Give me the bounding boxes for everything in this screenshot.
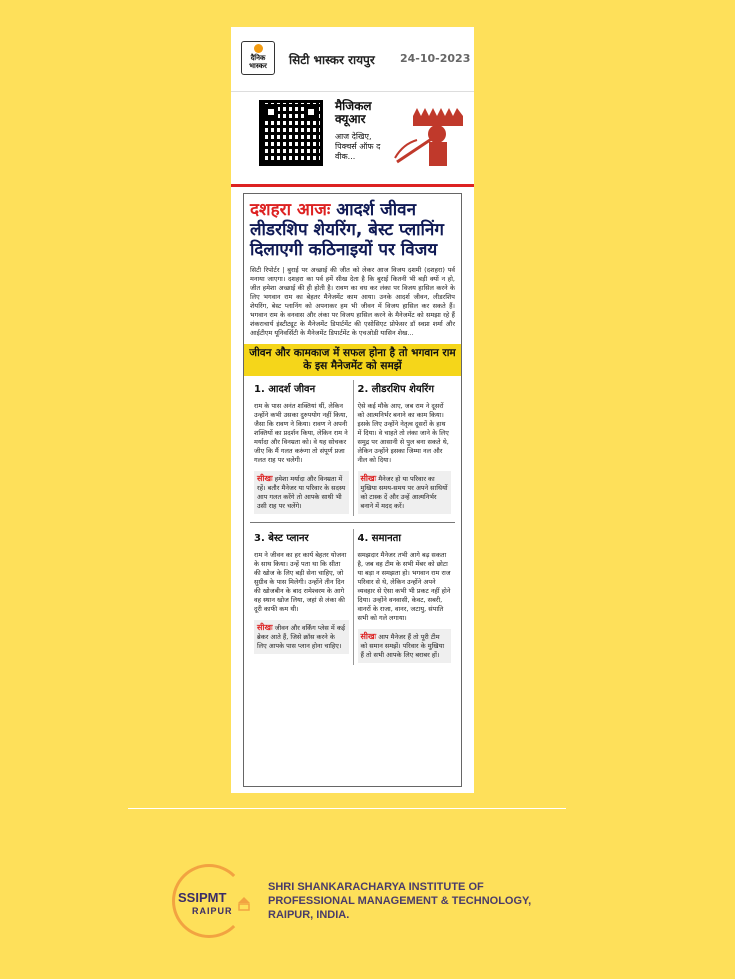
clipping-header [231, 27, 474, 92]
lesson-label: सीखः [360, 474, 377, 483]
publish-date: 24-10-2023 [400, 52, 471, 65]
article [243, 193, 462, 787]
temple-emblem-icon [236, 896, 252, 912]
headline-text: आदर्श जीवन लीडरशिप शेयरिंग, बेस्ट प्लानिंग दिलाएगी कठिनाइयों पर विजय [250, 200, 444, 260]
footer-divider [128, 808, 566, 809]
article-banner: जीवन और कामकाज में सफल होना है तो भगवान राम के इस मैनेजमेंट को समझें [244, 344, 461, 376]
qr-subtitle: आज देखिए, पिक्चर्स ऑफ द वीक... [335, 132, 381, 161]
row-divider [250, 522, 455, 523]
section-lesson [254, 620, 349, 654]
lesson-text: हमेशा मर्यादा और विनम्रता में रहें। बतौर मैनेजर या परिवार के सदस्य आप गलत करेंगे तो आपके साथी भी उसी राह पर चलेंगे। [257, 475, 346, 510]
section-lesson [358, 629, 452, 663]
dainik-bhaskar-logo: दैनिक भास्कर [241, 41, 275, 75]
lesson-label: सीखः [360, 632, 377, 641]
section-body: ऐसे कई मौके आए, जब राम ने दूसरों को आत्मनिर्भर बनाने का काम किया। इसके लिए उन्होंने नेतृत्व दूसरों के हाथ में दिया। वे चाहते तो लंका जाने के लिए समुद्र पर आसानी से पुल बना सकते थे, लेकिन उन्होंने इसका जिम्मा नल और नील को दिया। [357, 402, 449, 464]
lesson-text: आप मैनेजर हैं तो पूरी टीम को समान समझें। परिवार के मुखिया हैं तो सभी आपके लिए बराबर हों। [360, 633, 445, 659]
section-title: 3. बेस्ट प्लानर [254, 533, 309, 544]
section-lesson [358, 471, 452, 514]
lesson-text: मैनेजर हो या परिवार का मुखिया समय-समय पर अपने साथियों को टास्क दें और उन्हें आत्मनिर्भर बनाने में मदद करें। [360, 475, 448, 510]
article-headline [250, 200, 455, 260]
section-title: 1. आदर्श जीवन [254, 384, 316, 395]
section-body: राम ने जीवन का हर कार्य बेहतर योजना के साथ किया। उन्हें पता था कि सीता की खोज के लिए बड़ी सेना चाहिए, जो सुग्रीव के पास मिलेगी। उन्होंने तीन दिन की खोजबीन के बाद रामेश्वरम के आगे वह स्थान खोज लिया, जहां से लंका की दूरी काफी कम थी। [254, 551, 347, 613]
lesson-text: जीवन और वर्किंग प्लेस में कई ब्रेकर आते हैं, जिसे क्रॉस करने के लिए आपके पास प्लान होना चाहिए। [257, 624, 346, 650]
lesson-label: सीखः [257, 474, 273, 483]
section-4 [353, 529, 456, 665]
section-3 [250, 529, 353, 665]
sections-grid [250, 380, 455, 665]
section-title: 2. लीडरशिप शेयरिंग [357, 384, 435, 395]
newspaper-clipping [231, 27, 474, 793]
section-2 [353, 380, 456, 516]
ravana-illustration-icon [393, 98, 465, 168]
qr-code-icon [259, 100, 323, 166]
section-1 [250, 380, 353, 516]
institute-line-3: RAIPUR, INDIA. [268, 909, 350, 921]
ssipmt-logo [166, 862, 256, 942]
institute-name [268, 880, 588, 922]
article-intro: सिटी रिपोर्टर | बुराई पर अच्छाई की जीत को लेकर आज विजय दशमी (दशहरा) पर्व मनाया जाएगा। दशहरा का पर्व हमें सीख देता है कि बुराई कितनी भी बड़ी क्यों न हो, जीत हमेशा अच्छाई की ही होती है। रावण का वध कर लंका पर विजय हासिल करने के लिए भगवान राम का बेहतर मैनेजमेंट काम आया। उनके आदर्श जीवन, लीडरशिप शेयरिंग, बेस्ट प्लानिंग को अपनाकर हम भी जीवन में विजय हासिल कर सकते हैं। भगवान राम के वनवास और लंका पर विजय हासिल करने के मैनेजमेंट को समझा रहे हैं शंकराचार्य इंस्टीट्यूट के मैनेजमेंट डिपार्टमेंट की एसोसिएट प्रोफेसर डॉ स्वप्ना शर्मा और आईटीएम यूनिवर्सिटी के मैनेजमेंट डिपार्टमेंट के एचओडी यासिन शेख... [250, 266, 455, 337]
logo-city: RAIPUR [192, 906, 233, 916]
institute-footer [166, 858, 586, 948]
section-title: 4. समानता [357, 533, 401, 544]
edition-name: सिटी भास्कर रायपुर [289, 53, 375, 67]
logo-name: SSIPMT [178, 890, 227, 905]
section-body: समझदार मैनेजर तभी आगे बढ़ सकता है, जब वह टीम के सभी मेंबर को छोटा या बड़ा न समझता हो। भगवान राम राज परिवार से थे, लेकिन उन्होंने अपने व्यवहार से ऐसा कभी भी प्रकट नहीं होने दिया। उन्होंने वनवासी, केवट, सबरी, वानरों के राजा, वानर, जटायु, संपाति सभी को गले लगाया। [357, 551, 451, 622]
qr-band [231, 92, 474, 187]
section-body: राम के पास अनंत शक्तियां थीं, लेकिन उन्होंने कभी उसका दुरुपयोग नहीं किया, जैसा कि रावण ने किया। रावण ने अपनी शक्तियों का प्रदर्शन किया, लेकिन राम ने मर्यादा और विनम्रता को। वे यह सोचकर जीए कि मैं गलत करूंगा तो संपूर्ण प्रजा गलत राह पर चलेगी। [254, 402, 348, 464]
institute-line-2: PROFESSIONAL MANAGEMENT & TECHNOLOGY, [268, 895, 532, 907]
section-lesson [254, 471, 349, 514]
qr-title: मैजिकल क्यूआर [335, 99, 372, 126]
headline-tag: दशहरा आजः [250, 200, 331, 220]
lesson-label: सीखः [257, 623, 273, 632]
institute-line-1: SHRI SHANKARACHARYA INSTITUTE OF [268, 881, 484, 893]
